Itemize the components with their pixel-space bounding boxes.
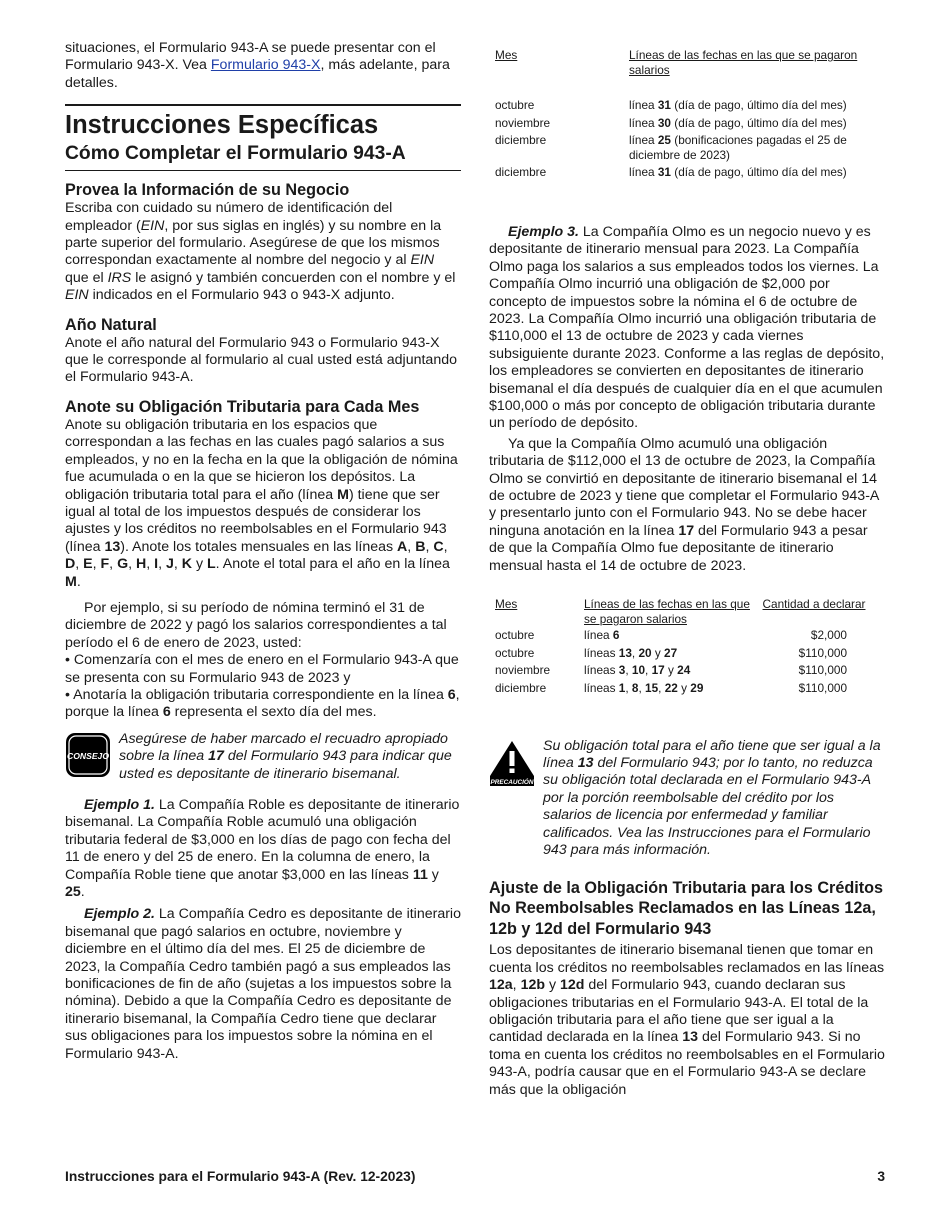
table-paydays-cedro <box>495 48 879 180</box>
example-payroll-paragraph: Por ejemplo, si su período de nómina terminó el 31 de diciembre de 2022 y pagó los salarios correspondientes a tal período el 6 de enero de 2023, usted: <box>65 599 447 651</box>
example-2-paragraph: Ejemplo 2. La Compañía Cedro es depositante de itinerario bisemanal que pagó salarios en octubre, noviembre y diciembre en el último día del mes. El 25 de diciembre de 2023, la Compañía Cedro también pagó a sus empleados las bonificaciones de fin de año (sujetas a los impuestos sobre la nómina). Debido a que la Compañía Cedro es depositante de itinerario bisemanal, la Compañía Cedro tiene que declarar sus obligaciones para los impuestos sobre la nómina en el Formulario 943-A. <box>65 906 461 1062</box>
business-info-paragraph: Escriba con cuidado su número de identificación del empleador (EIN, por sus siglas en inglés) y su nombre en la parte superior del formulario. Asegúrese de que los mismos correspondan exactamente al nombre del negocio y al EIN que el IRS le asignó y también concuerden con el nombre y el EIN indicados en el Formulario 943 o 943-X adjunto. <box>65 200 456 304</box>
precaucion-warning-icon <box>489 739 535 787</box>
table-header-cell: Líneas de las fechas en las que se pagaron salarios <box>629 48 858 77</box>
table-row: diciembre líneas 1, 8, 15, 22 y 29 $110,000 <box>495 681 847 696</box>
bullet-item: • Anotaría la obligación tributaria correspondiente en la línea 6, porque la línea 6 representa el sexto día del mes. <box>65 686 460 721</box>
table-row: diciembre línea 25 (bonificaciones pagadas el 25 de diciembre de 2023) <box>495 133 847 162</box>
bullet-item: • Comenzaría con el mes de enero en el Formulario 943-A que se presenta con su Formulario 943 de 2023 y <box>65 652 459 686</box>
precaucion-badge-label: PRECAUCIÓN <box>490 778 534 786</box>
page-number: 3 <box>877 1169 885 1184</box>
table-row: octubre líneas 13, 20 y 27 $110,000 <box>495 645 847 660</box>
table-row: noviembre líneas 3, 10, 17 y 24 $110,000 <box>495 663 847 678</box>
table-amounts-olmo <box>495 597 869 696</box>
intro-paragraph: situaciones, el Formulario 943-A se puede presentar con el Formulario 943-X. Vea Formulario 943-X, más adelante, para detalles. <box>65 40 450 91</box>
section-divider-thin <box>65 170 461 171</box>
table-header-row <box>495 597 869 626</box>
table-row: noviembre línea 30 (día de pago, último día del mes) <box>495 115 847 130</box>
page-footer <box>65 1169 885 1184</box>
section-title: Cómo Completar el Formulario 943-A <box>65 143 406 165</box>
table-row: octubre línea 6 $2,000 <box>495 628 847 643</box>
heading-calendar-year: Año Natural <box>65 315 157 334</box>
right-column <box>489 48 885 1099</box>
consejo-badge-label: CONSEJO <box>66 750 110 761</box>
monthly-liability-paragraph: Anote su obligación tributaria en los espacios que correspondan a las fechas en las cuales pagó salarios a sus empleados, y no en la fecha en la que la obligación de nómina fue acumulada o en la que se hicieron los depósitos. La obligación tributaria total para el año (línea M) tiene que ser igual al total de los impuestos después de considerar los ajustes y los créditos no reembolsables en el Formulario 943 (línea 13). Anote los totales mensuales en las líneas A, B, C, D, E, F, G, H, I, J, K y L. Anote el total para el año en la línea M. <box>65 416 458 590</box>
credit-adjustment-paragraph: Los depositantes de itinerario bisemanal tienen que tomar en cuenta los créditos no reembolsables reclamados en las líneas 12a, 12b y 12d del Formulario 943, cuando declaran sus obligaciones tributarias en el Formulario 943-A. El total de la obligación tributaria para el año tiene que ser igual a la cantidad declarada en la línea 13 del Formulario 943. Si no toma en cuenta los créditos no reembolsables en el Formulario 943-A, podría causar que en el Formulario 943-A se declare más que la obligación <box>489 942 885 1098</box>
page-title: Instrucciones Específicas <box>65 111 379 140</box>
table-header-cell: Líneas de las fechas en las que se pagaron salarios <box>584 597 750 626</box>
heading-business-info: Provea la Información de su Negocio <box>65 181 350 200</box>
table-header-cell: Mes <box>495 597 518 612</box>
caution-note: PRECAUCIÓN Su obligación total para el año tiene que ser igual a la línea 13 del Formulario 943; por lo tanto, no reduzca su obligación total declarada en el Formulario 943-A por la porción reembolsable del crédito por los salarios de licencia por enfermedad y familiar calificados. Vea las Instrucciones para el Formulario 943 para más información. <box>490 737 881 859</box>
calendar-year-paragraph: Anote el año natural del Formulario 943 o Formulario 943-X que le corresponde al formulario al cual usted está adjuntando el Formulario 943-A. <box>65 334 457 386</box>
consejo-badge-icon <box>65 732 111 778</box>
olmo-paragraph: Ya que la Compañía Olmo acumuló una obligación tributaria de $112,000 el 13 de octubre de 2023, la Compañía Olmo se convirtió en depositante de itinerario bisemanal el 14 de octubre de 2023 y tiene que completar el Formulario 943-A y presentarlo junto con el Formulario 943. No se debe hacer ninguna anotación en la línea 17 del Formulario 943 a pesar de que la Compañía Olmo fue depositante de itinerario mensual hasta el 14 de octubre de 2023. <box>489 435 879 574</box>
footer-title: Instrucciones para el Formulario 943-A (Rev. 12-2023) <box>65 1169 416 1184</box>
section-divider <box>65 104 461 106</box>
table-header-cell: Mes <box>495 48 518 62</box>
heading-credit-adjustment: Ajuste de la Obligación Tributaria para los Créditos No Reembolsables Reclamados en las Líneas 12a, 12b y 12d del Formulario 943 <box>489 878 883 938</box>
example-1-paragraph: Ejemplo 1. La Compañía Roble es depositante de itinerario bisemanal. La Compañía Roble acumuló una obligación tributaria federal de $3,000 en los días de pago con fecha del 11 de enero y del 25 de enero. En la columna de enero, la Compañía Roble tiene que anotar $3,000 en las líneas 11 y 25. <box>65 797 460 901</box>
table-row: octubre línea 31 (día de pago, último día del mes) <box>495 98 847 112</box>
heading-monthly-liability: Anote su Obligación Tributaria para Cada Mes <box>65 397 420 416</box>
left-column <box>65 40 461 1063</box>
table-row: diciembre línea 31 (día de pago, último día del mes) <box>495 165 847 180</box>
form-943x-link[interactable]: Formulario 943-X <box>210 57 321 74</box>
tip-note: CONSEJO Asegúrese de haber marcado el recuadro apropiado sobre la línea 17 del Formulario 943 para indicar que usted es depositante de itinerario bisemanal. <box>66 730 452 782</box>
table-header-cell: Cantidad a declarar <box>762 597 866 612</box>
example-3-paragraph: Ejemplo 3. La Compañía Olmo es un negocio nuevo y es depositante de itinerario mensual para 2023. La Compañía Olmo paga los salarios a sus empleados todos los viernes. La Compañía Olmo incurrió una obligación de $2,000 por concepto de impuestos sobre la nómina el 6 de octubre de 2023. La Compañía Olmo incurrió una obligación tributaria de $110,000 el 13 de octubre de 2023 y cada viernes subsiguiente durante 2023. Conforme a las reglas de depósito, los empleadores se convierten en depositantes de itinerario bisemanal el día después de cualquier día en el que acumulen $100,000 o más por concepto de obligación tributaria durante un período de depósito. <box>489 223 885 432</box>
table-header-row <box>495 48 879 86</box>
